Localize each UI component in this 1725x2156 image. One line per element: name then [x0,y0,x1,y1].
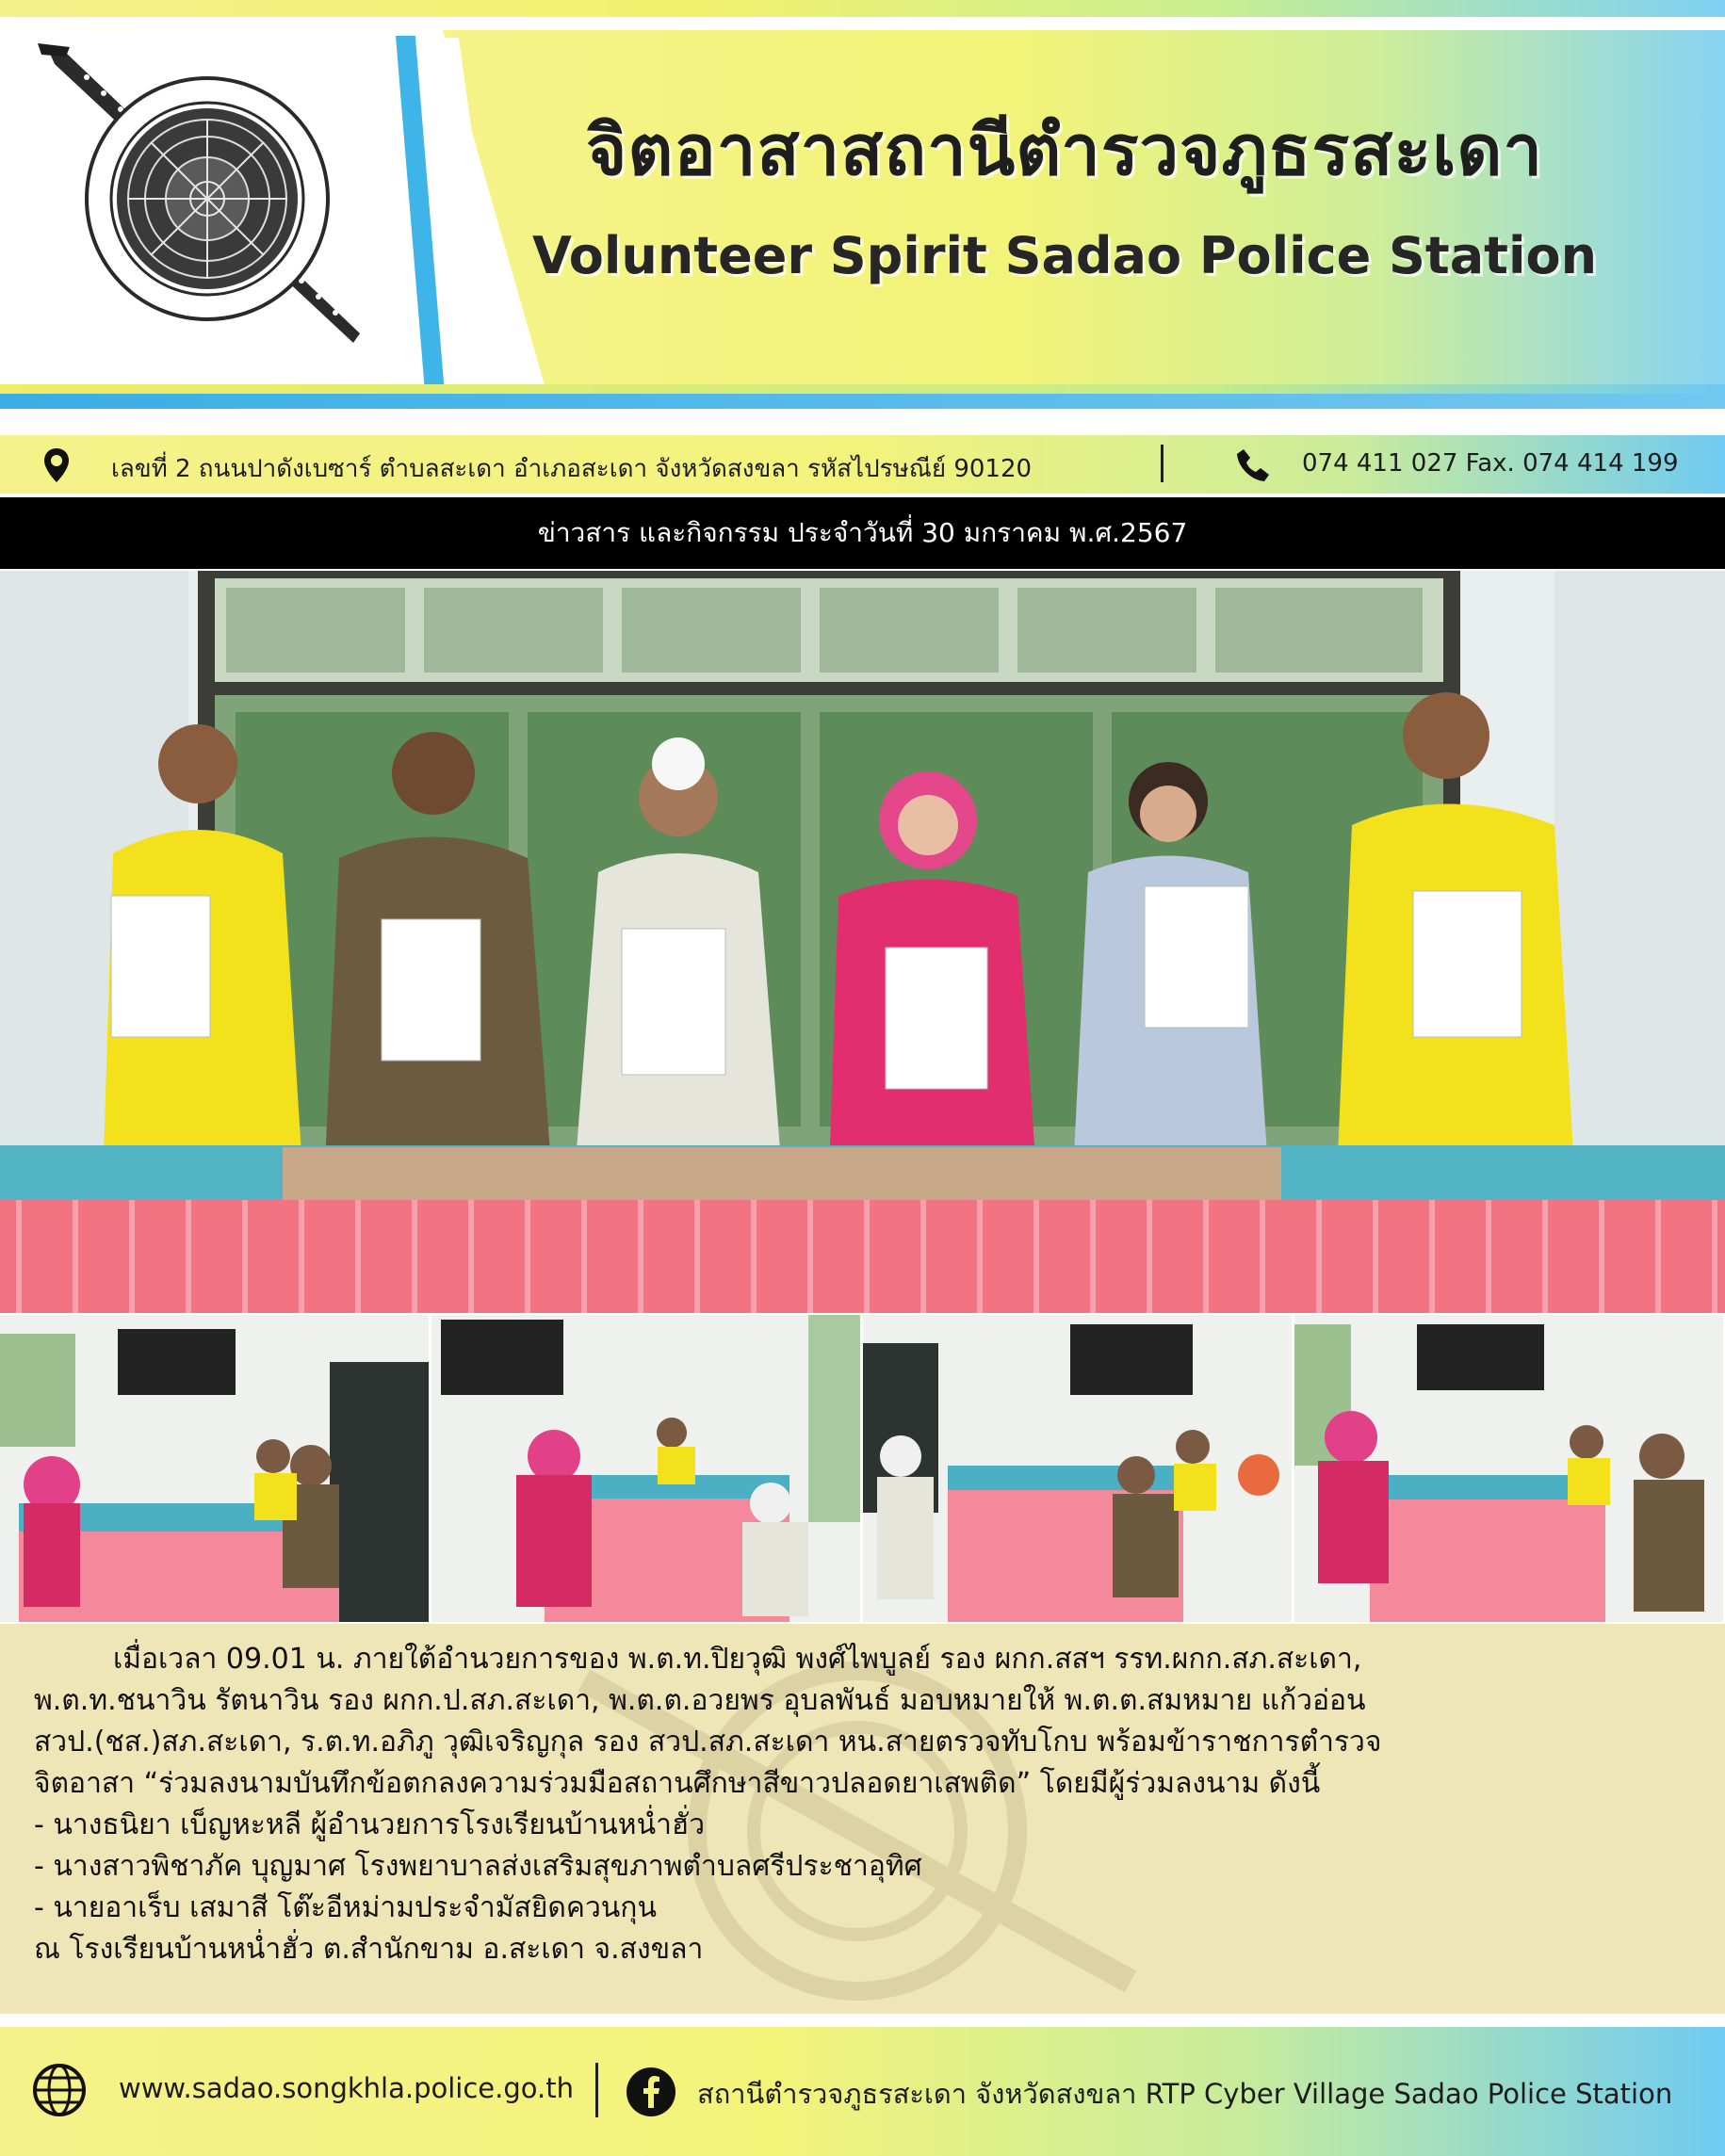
article-body [0,1624,1725,2014]
location-pin-icon [41,446,72,484]
footer [0,2027,1725,2156]
page-title-thai: จิตอาสาสถานีตำรวจภูธรสะเดา [585,110,1543,191]
contact-divider [1161,445,1164,482]
signatory-2: - นางสาวพิชาภัค บุญมาศ โรงพยาบาลส่งเสริมสุขภาพตำบลศรีประชาอุทิศ [34,1850,922,1883]
thumbnail-photos [0,1315,1725,1622]
header-top-stripe [0,0,1725,17]
news-date-bar: ข่าวสาร และกิจกรรม ประจำวันที่ 30 มกราคม พ.ศ.2567 [0,497,1725,569]
thumbnail-photo-3 [863,1315,1292,1622]
header [0,0,1725,414]
police-station-logo [28,34,386,364]
header-blue-line [0,394,1725,409]
body-line-1: เมื่อเวลา 09.01 น. ภายใต้อำนวยการของ พ.ต.ท.ปิยวุฒิ พงศ์ไพบูลย์ รอง ผกก.สสฯ รรท.ผกก.สภ.สะเดา, [113,1643,1362,1676]
signatory-1: - นางธนิยา เบ็ญหะหลี ผู้อำนวยการโรงเรียนบ้านหน่ำฮั่ว [34,1808,706,1841]
thumbnail-photo-1 [0,1315,429,1622]
contact-bar [0,435,1725,494]
header-yellow-line [0,384,1725,394]
signatory-3: - นายอาเร็บ เสมาสี โต๊ะอีหม่ามประจำมัสยิดควนกุน [34,1891,657,1924]
facebook-page-link[interactable]: สถานีตำรวจภูธรสะเดา จังหวัดสงขลา RTP Cyber Village Sadao Police Station [697,2078,1673,2110]
website-link[interactable]: www.sadao.songkhla.police.go.th [119,2072,574,2104]
header-title-band [443,30,1725,388]
page-title-english: Volunteer Spirit Sadao Police Station [531,226,1598,285]
phone-icon [1234,446,1272,484]
body-line-3: สวป.(ชส.)สภ.สะเดา, ร.ต.ท.อภิภู วุฒิเจริญกุล รอง สวป.สภ.สะเดา หน.สายตรวจทับโกบ พร้อมข้าราชการตำรวจ [34,1726,1382,1759]
thumbnail-photo-4 [1294,1315,1723,1622]
main-photo [0,571,1725,1313]
venue-line: ณ โรงเรียนบ้านหน่ำฮั่ว ต.สำนักขาม อ.สะเดา จ.สงขลา [34,1933,704,1966]
facebook-icon [626,2067,676,2117]
body-line-2: พ.ต.ท.ชนาวิน รัตนาวิน รอง ผกก.ป.สภ.สะเดา, พ.ต.ต.อวยพร อุบลพันธ์ มอบหมายให้ พ.ต.ต.สมหมาย แก้วอ่อน [34,1684,1366,1717]
globe-icon [32,2063,87,2117]
address-text: เลขที่ 2 ถนนปาดังเบซาร์ ตำบลสะเดา อำเภอสะเดา จังหวัดสงขลา รหัสไปรษณีย์ 90120 [111,455,1033,483]
body-line-4: จิตอาสา “ร่วมลงนามบันทึกข้อตกลงความร่วมมือสถานศึกษาสีขาวปลอดยาเสพติด” โดยมีผู้ร่วมลงนาม ดังนี้ [34,1767,1321,1800]
footer-divider [595,2063,598,2117]
phone-fax-text: 074 411 027 Fax. 074 414 199 [1302,449,1679,478]
thumbnail-photo-2 [431,1315,860,1622]
